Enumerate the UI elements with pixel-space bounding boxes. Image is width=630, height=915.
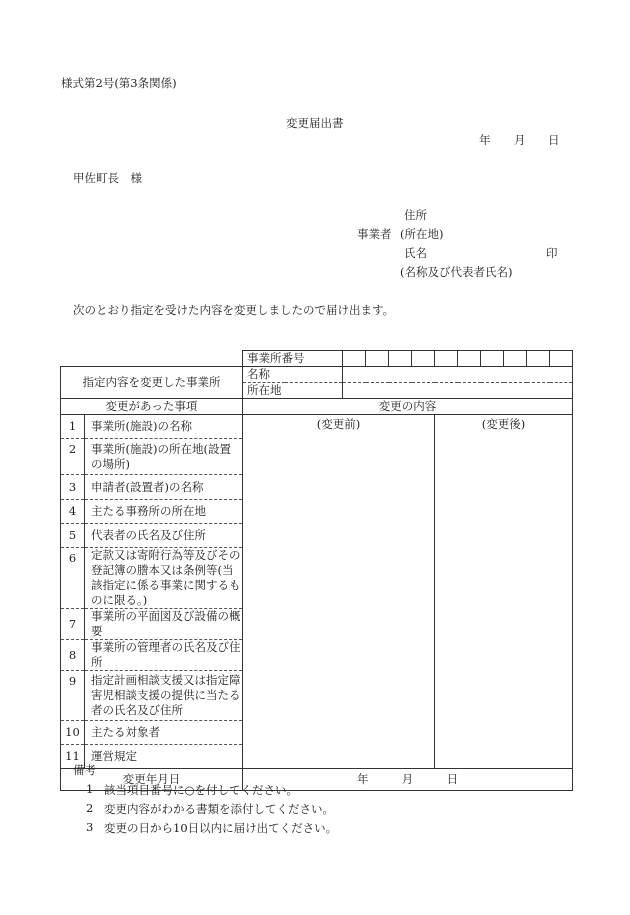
note-number: 3 (86, 820, 94, 834)
change-date-day: 日 (446, 772, 459, 786)
item-number: 8 (61, 640, 85, 671)
seal-mark: 印 (546, 246, 558, 260)
item-number: 3 (61, 475, 85, 500)
item-number: 9 (61, 671, 85, 721)
addressee: 甲佐町長 様 (73, 171, 142, 185)
after-column[interactable] (435, 415, 573, 769)
note-text: 変更内容がわかる書類を添付してください。 (104, 802, 334, 816)
item-text: 定款又は寄附行為等及びその登記簿の謄本又は条例等(当該指定に係る事業に関するものに限る。) (85, 548, 243, 609)
office-name-row (61, 367, 573, 383)
change-table (60, 350, 573, 791)
header-row (61, 399, 573, 415)
item-number: 2 (61, 439, 85, 475)
date-year: 年 (479, 133, 491, 147)
before-label: (変更前) (316, 417, 361, 431)
item-text: 事業所の管理者の氏名及び住所 (85, 640, 243, 671)
items-header: 変更があった事項 (61, 399, 243, 415)
office-number-label: 事業所番号 (243, 351, 343, 367)
applicant-label: 事業者 (357, 227, 392, 241)
office-number-box[interactable] (481, 351, 504, 367)
item-text: 事業所の平面図及び設備の概要 (85, 609, 243, 640)
office-number-row (61, 351, 573, 367)
before-column[interactable] (243, 415, 435, 769)
change-date-year: 年 (356, 772, 369, 786)
applicant-address-label: 住所 (404, 208, 427, 222)
item-number: 10 (61, 721, 85, 745)
office-location-field[interactable] (343, 383, 573, 399)
item-text: 運営規定 (85, 745, 243, 769)
item-number: 4 (61, 500, 85, 524)
office-number-box[interactable] (435, 351, 458, 367)
office-number-box[interactable] (412, 351, 435, 367)
item-text: 事業所(施設)の所在地(設置の場所) (85, 439, 243, 475)
date-day: 日 (548, 133, 560, 147)
applicant-name-note: (名称及び代表者氏名) (400, 265, 513, 279)
office-number-box[interactable] (458, 351, 481, 367)
note-text: 変更の日から10日以内に届け出てください。 (104, 821, 338, 835)
note-number: 2 (86, 801, 94, 815)
office-number-box[interactable] (366, 351, 389, 367)
item-number: 6 (61, 548, 85, 609)
item-text: 主たる事務所の所在地 (85, 500, 243, 524)
item-text: 指定計画相談支援又は指定障害児相談支援の提供に当たる者の氏名及び住所 (85, 671, 243, 721)
item-number: 1 (61, 415, 85, 439)
document-title: 変更届出書 (286, 116, 344, 130)
applicant-name-label: 氏名 (404, 246, 427, 260)
office-number-box[interactable] (504, 351, 527, 367)
item-number: 11 (61, 745, 85, 769)
office-location-label: 所在地 (243, 383, 343, 399)
office-label: 指定内容を変更した事業所 (61, 367, 243, 399)
item-number: 7 (61, 609, 85, 640)
note-text: 該当項目番号に○を付してください。 (104, 783, 299, 797)
content-header: 変更の内容 (243, 399, 573, 415)
office-number-box[interactable] (389, 351, 412, 367)
form-number: 様式第2号(第3条関係) (61, 76, 177, 90)
intro-text: 次のとおり指定を受けた内容を変更しましたので届け出ます。 (73, 303, 395, 317)
note-number: 1 (86, 782, 94, 796)
item-text: 申請者(設置者)の名称 (85, 475, 243, 500)
item-number: 5 (61, 524, 85, 548)
applicant-address-note: (所在地) (400, 227, 444, 241)
item-text: 主たる対象者 (85, 721, 243, 745)
date-month: 月 (514, 133, 526, 147)
office-number-box[interactable] (527, 351, 550, 367)
office-name-field[interactable] (343, 367, 573, 383)
office-number-box[interactable] (343, 351, 366, 367)
item-row (61, 415, 573, 439)
notes-header: 備考 (73, 763, 96, 777)
change-date-label: 変更年月日 (61, 769, 243, 791)
after-label: (変更後) (481, 417, 526, 431)
office-number-box[interactable] (550, 351, 573, 367)
item-text: 代表者の氏名及び住所 (85, 524, 243, 548)
change-date-month: 月 (401, 772, 414, 786)
office-name-label: 名称 (243, 367, 343, 383)
item-text: 事業所(施設)の名称 (85, 415, 243, 439)
